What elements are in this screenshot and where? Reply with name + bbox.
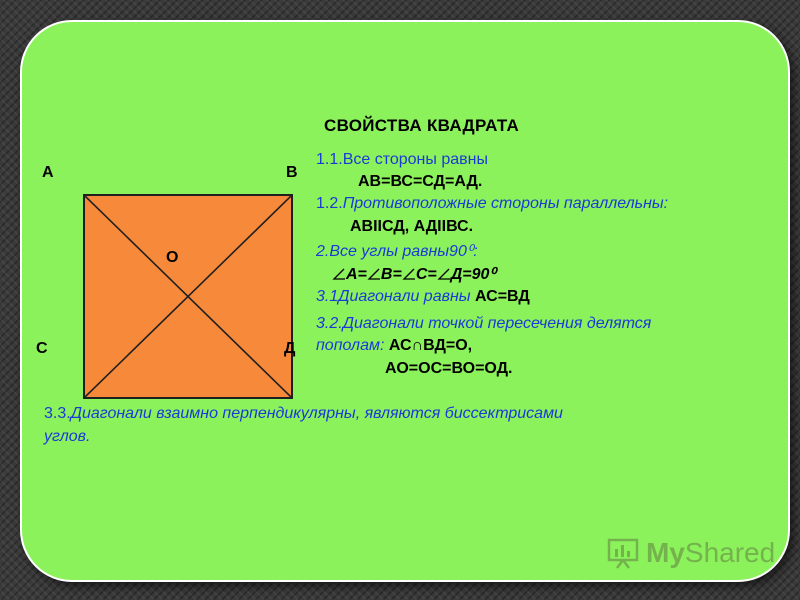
property-2-formula <box>332 264 496 284</box>
property-1-2 <box>316 195 668 213</box>
property-3-2-text: пополам: <box>316 337 389 354</box>
angle-icon <box>332 268 346 280</box>
property-1-2-text: Противоположные стороны параллельны: <box>342 195 669 212</box>
vertex-c-label: С <box>36 340 48 357</box>
watermark <box>606 536 775 570</box>
property-3-1 <box>316 288 530 306</box>
square-figure <box>83 194 296 399</box>
angle-c-text: С= <box>415 266 437 283</box>
property-3-1-formula: АС=ВД <box>474 288 530 305</box>
vertex-o-label: О <box>166 249 179 266</box>
slide <box>20 20 790 582</box>
vertex-a-label: А <box>42 164 54 181</box>
property-3-2-formula-2: АО=ОС=ВО=ОД. <box>385 360 513 377</box>
property-1-2-number: 1.2. <box>316 195 343 212</box>
square-diagonals <box>85 196 291 397</box>
presentation-icon <box>606 536 640 570</box>
angle-icon <box>437 268 451 280</box>
property-3-3 <box>44 405 563 423</box>
property-3-2-formula: АС∩ВД=О, <box>388 337 473 354</box>
property-1-2-formula: АВIIСД, АДIIВС. <box>350 218 474 235</box>
angle-icon <box>402 268 416 280</box>
angle-d-text: Д=90⁰ <box>450 266 496 283</box>
property-3-2-cont <box>316 337 472 355</box>
property-1-1: 1.1.Все стороны равны <box>316 151 488 168</box>
property-3-3-number: 3.3. <box>44 405 71 422</box>
property-1-1-formula: АВ=ВС=СД=АД. <box>358 173 483 190</box>
vertex-b-label: В <box>286 164 298 181</box>
property-3-2: 3.2.Диагонали точкой пересечения делятся <box>316 315 652 332</box>
property-3-1-text: 3.1Диагонали равны <box>316 288 475 305</box>
angle-b-text: В= <box>380 266 402 283</box>
angle-a-text: А= <box>346 266 367 283</box>
angle-icon <box>367 268 381 280</box>
slide-title: СВОЙСТВА КВАДРАТА <box>324 116 520 135</box>
watermark-text: MyShared <box>646 537 776 568</box>
property-3-3-text: Диагонали взаимно перпендикулярны, являются биссектрисами <box>70 405 563 422</box>
property-2: 2.Все углы равны90⁰: <box>316 243 478 260</box>
property-3-3-cont: углов. <box>44 428 91 445</box>
vertex-d-label: Д <box>284 340 296 357</box>
